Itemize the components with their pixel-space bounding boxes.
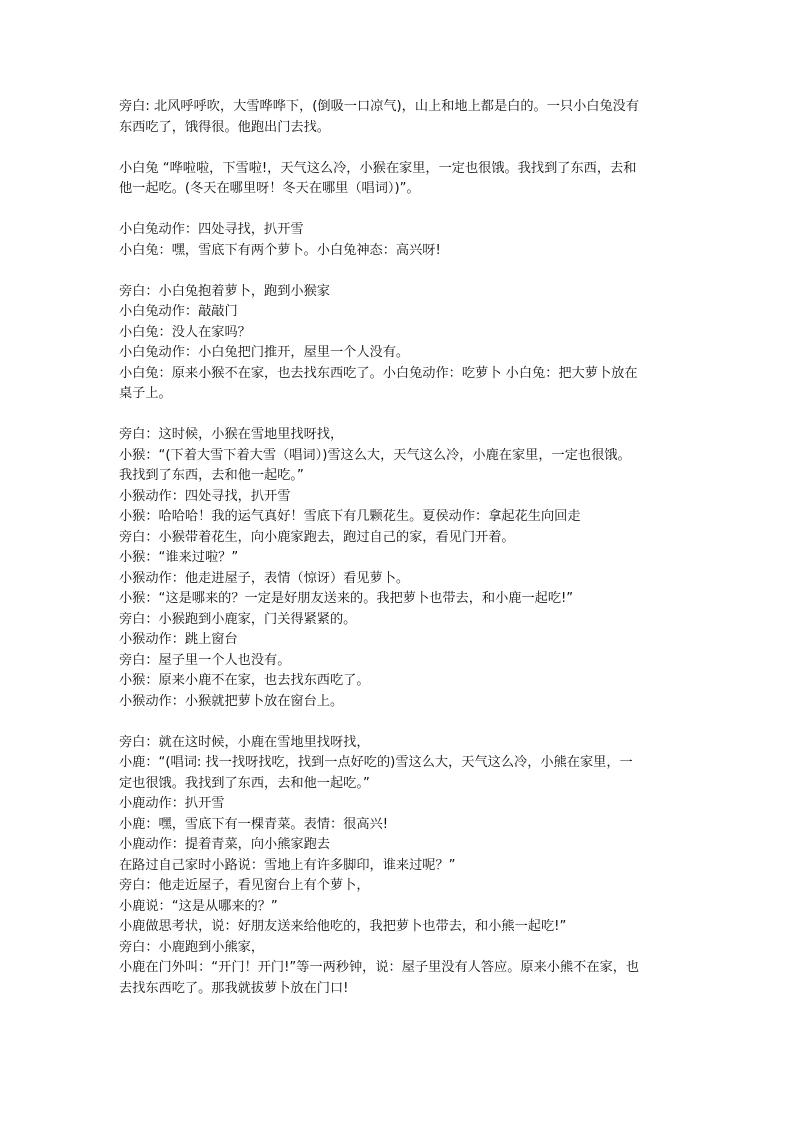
script-line: 小白兔：原来小猴不在家，也去找东西吃了。小白兔动作：吃萝卜 小白兔：把大萝卜放在 (119, 365, 638, 381)
script-line: 小鹿在门外叫：“开门！开门!”等一两秒钟，说：屋子里没有人答应。原来小熊不在家，也 (119, 960, 640, 975)
script-line: 小白兔：没人在家吗？ (119, 324, 251, 340)
script-line: 旁白：小鹿跑到小熊家， (119, 939, 265, 955)
paragraph-gap (119, 138, 679, 159)
script-line: 小猴：“谁来过啦？” (119, 550, 239, 565)
script-line: 东西吃了，饿得很。他跑出门去找。 (119, 119, 330, 135)
script-paragraph (119, 220, 679, 261)
script-line: 小猴动作：他走进屋子，表情（惊讶）看见萝卜。 (119, 570, 410, 586)
script-line: 旁白：就在这时候，小鹿在雪地里找呀找， (119, 734, 370, 750)
paragraph-gap (119, 405, 679, 426)
script-line: 旁白：屋子里一个人也没有。 (119, 652, 291, 668)
script-line: 小鹿：嘿，雪底下有一棵青菜。表情：很高兴! (119, 816, 389, 832)
script-line: 旁白: 北风呼呼吹，大雪哗哗下，(倒吸一口凉气)，山上和地上都是白的。一只小白兔没有 (119, 99, 640, 114)
paragraph-gap (119, 261, 679, 282)
script-line: 我找到了东西，去和他一起吃。” (119, 468, 304, 483)
script-paragraph (119, 159, 679, 200)
script-line: 小猴：哈哈哈！我的运气真好！雪底下有几颗花生。夏侯动作：拿起花生向回走 (119, 509, 581, 524)
script-line: 旁白：小白兔抱着萝卜，跑到小猴家 (119, 283, 330, 299)
script-paragraph (119, 733, 679, 1000)
script-line: 定也很饿。我找到了东西，去和他一起吃。” (119, 775, 370, 791)
script-line: 旁白：小猴跑到小鹿家，门关得紧紧的。 (119, 611, 357, 627)
script-line: 小鹿动作：扒开雪 (119, 796, 225, 811)
script-paragraph (119, 425, 679, 712)
script-line: 在路过自己家时小路说：雪地上有许多脚印，谁来过呢？” (119, 857, 456, 873)
script-line: 小猴动作：小猴就把萝卜放在窗台上。 (119, 693, 344, 709)
script-line: 小白兔动作：敲敲门 (119, 304, 238, 319)
script-line: 旁白：他走近屋子，看见窗台上有个萝卜， (119, 878, 370, 893)
script-line: 小白兔：嘿，雪底下有两个萝卜。小白兔神态：高兴呀! (119, 242, 441, 258)
document-body (119, 97, 679, 999)
script-line: 桌子上。 (119, 386, 172, 401)
script-line: 小白兔动作：小白兔把门推开，屋里一个人没有。 (119, 345, 410, 360)
script-line: 旁白：这时候，小猴在雪地里找呀找， (119, 427, 344, 442)
script-line: 他一起吃。(冬天在哪里呀！冬天在哪里（唱词）)”。 (119, 181, 420, 196)
script-line: 小鹿：“(唱词: 找一找呀找吃，找到一点好吃的)雪这么大，天气这么冷，小熊在家里，一 (119, 755, 633, 770)
script-line: 小鹿说：“这是从哪来的？” (119, 898, 278, 914)
script-line: 小猴：“(下着大雪下着大雪（唱词）)雪这么大，天气这么冷，小鹿在家里，一定也很饿。 (119, 447, 631, 463)
script-line: 小鹿做思考状，说：好朋友送来给他吃的，我把萝卜也带去，和小熊一起吃!” (119, 919, 567, 934)
script-line: 小猴动作：跳上窗台 (119, 632, 238, 647)
script-paragraph (119, 282, 679, 405)
script-line: 小猴动作：四处寻找，扒开雪 (119, 488, 291, 504)
script-paragraph (119, 97, 679, 138)
script-line: 小猴：“这是哪来的？一定是好朋友送来的。我把萝卜也带去，和小鹿一起吃!” (119, 591, 574, 606)
script-line: 旁白：小猴带着花生，向小鹿家跑去，跑过自己的家，看见门开着。 (119, 529, 515, 545)
script-line: 小白兔 “哗啦啦，下雪啦!，天气这么冷，小猴在家里，一定也很饿。我找到了东西，去和 (119, 160, 637, 176)
paragraph-gap (119, 712, 679, 733)
script-line: 小猴：原来小鹿不在家，也去找东西吃了。 (119, 673, 370, 688)
script-line: 去找东西吃了。那我就拔萝卜放在门口! (119, 980, 349, 996)
script-line: 小白兔动作：四处寻找，扒开雪 (119, 222, 304, 237)
script-line: 小鹿动作：提着青菜，向小熊家跑去 (119, 837, 330, 852)
paragraph-gap (119, 200, 679, 221)
